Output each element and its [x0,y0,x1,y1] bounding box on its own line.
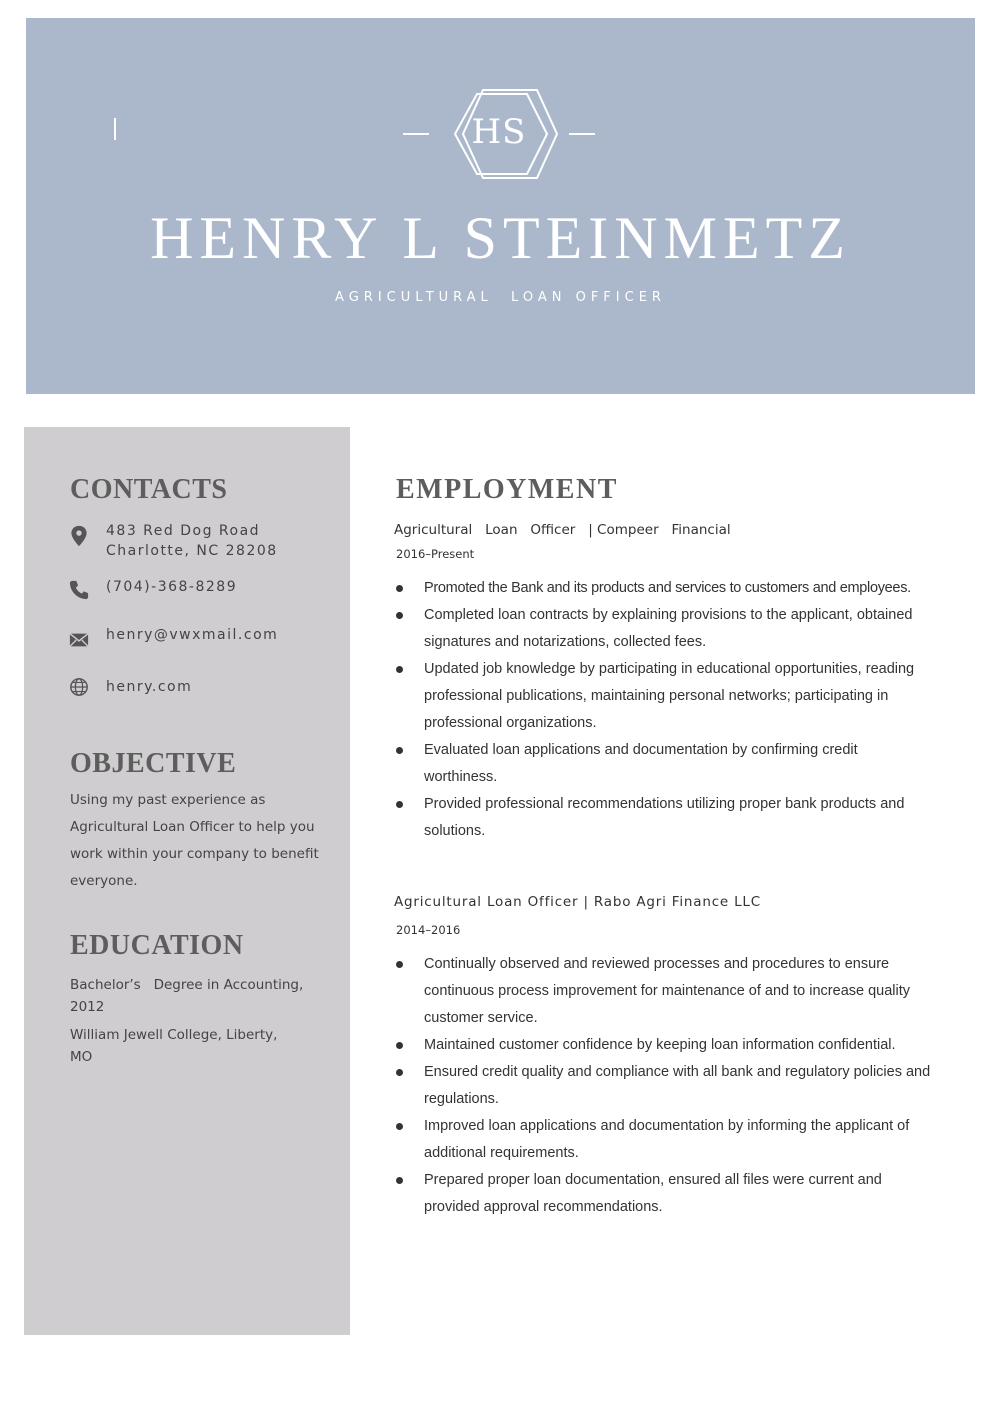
list-item: Improved loan applications and documentation by informing the applicant of additional requirements. [394,1113,934,1167]
job-2-bullets [394,951,934,1221]
website-link[interactable]: henry.com [106,679,193,695]
email-address[interactable]: henry@vwxmail.com [106,627,279,643]
job-1-dates: 2016–Present [396,547,475,561]
globe-icon [69,676,89,698]
objective-line: Using my past experience as [70,792,266,808]
job-title: AGRICULTURAL LOAN OFFICER [335,290,666,305]
text-cursor [114,118,116,140]
phone-number[interactable]: (704)-368-8289 [106,579,238,595]
candidate-name: HENRY L STEINMETZ [150,205,851,271]
address-line-1: 483 Red Dog Road [106,523,261,539]
list-item: Evaluated loan applications and documentation by confirming credit worthiness. [394,737,934,791]
location-pin-icon [69,525,89,547]
address-line-2: Charlotte, NC 28208 [106,543,278,559]
monogram-initials: HS [471,112,527,152]
job-2-heading-text: Agricultural Loan Officer | Rabo Agri Finance LLC [394,894,761,910]
education-year: 2012 [70,999,105,1015]
list-item: Ensured credit quality and compliance with all bank and regulatory policies and regulations. [394,1059,934,1113]
objective-line: everyone. [70,873,138,889]
objective-line: work within your company to benefit [70,846,319,862]
list-item: Completed loan contracts by explaining provisions to the applicant, obtained signatures and notarizations, collected fees. [394,602,934,656]
header-banner [26,18,975,394]
job-1-heading: Agricultural Loan Officer | Compeer Financial [394,522,731,538]
list-item: Updated job knowledge by participating in educational opportunities, reading professional publications, maintaining personal networks; participating in professional organizations. [394,656,934,737]
list-item: Promoted the Bank and its products and services to customers and employees. [394,575,934,602]
email-envelope-icon [69,629,89,651]
job-2-heading [394,894,761,910]
job-2-dates: 2014–2016 [396,923,461,937]
list-item: Maintained customer confidence by keeping loan information confidential. [394,1032,934,1059]
job-1-bullets [394,575,934,845]
education-location: MO [70,1049,93,1065]
objective-line: Agricultural Loan Officer to help you [70,819,315,835]
monogram-logo [403,86,595,182]
education-heading: EDUCATION [70,930,244,961]
education-school: William Jewell College, Liberty, [70,1027,278,1043]
employment-heading: EMPLOYMENT [396,474,618,505]
objective-heading: OBJECTIVE [70,748,237,779]
contacts-heading: CONTACTS [70,474,228,505]
list-item: Prepared proper loan documentation, ensured all files were current and provided approval recommendations. [394,1167,934,1221]
list-item: Continually observed and reviewed processes and procedures to ensure continuous process improvement for maintenance of and to increase quality customer service. [394,951,934,1032]
list-item: Provided professional recommendations utilizing proper bank products and solutions. [394,791,934,845]
phone-icon [69,579,89,601]
education-degree: Bachelor’s Degree in Accounting, [70,977,304,993]
